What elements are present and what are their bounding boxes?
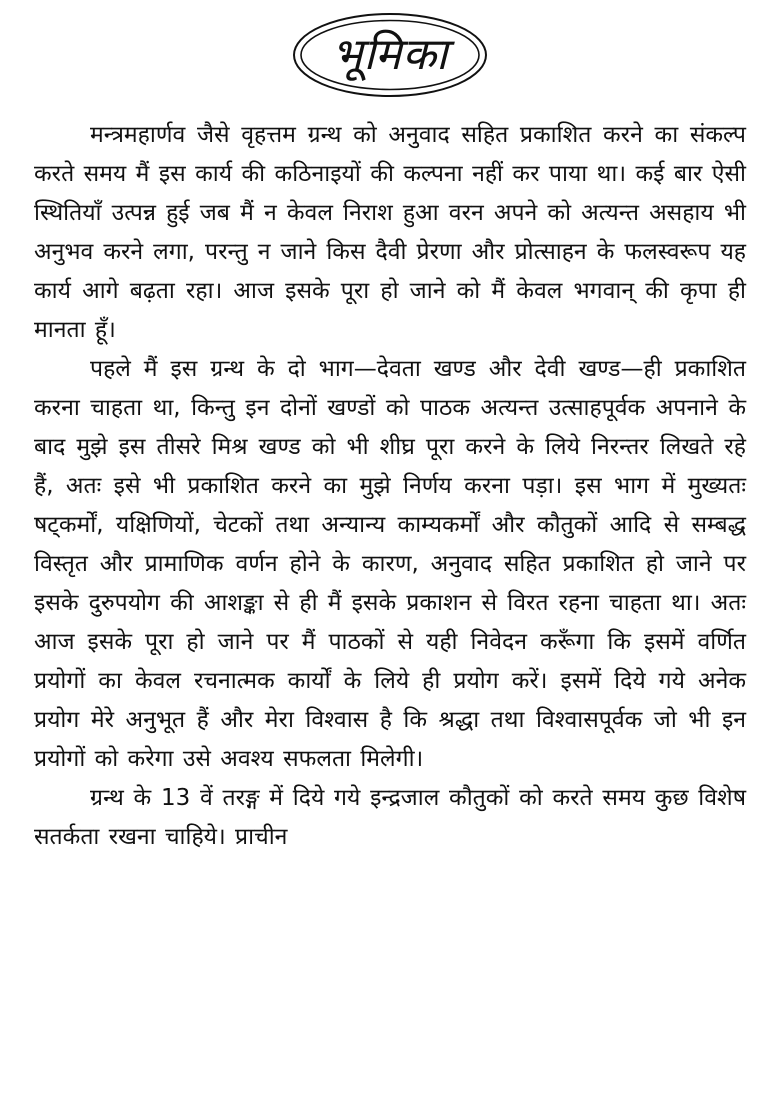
paragraph-3: ग्रन्थ के 13 वें तरङ्ग में दिये गये इन्द्रजाल कौतुकों को करते समय कुछ विशेष सतर्कता रखना चाहिये। प्राचीन (34, 785, 746, 850)
title-cartouche (290, 10, 490, 100)
paragraph-1: मन्त्रमहार्णव जैसे वृहत्तम ग्रन्थ को अनुवाद सहित प्रकाशित करने का संकल्प करते समय मैं इस कार्य की कठिनाइयों की कल्पना नहीं कर पाया था। कई बार ऐसी स्थितियाँ उत्पन्न हुई जब मैं न केवल निराश हुआ वरन अपने को अत्यन्त असहाय भी अनुभव करने लगा, परन्तु न जाने किस दैवी प्रेरणा और प्रोत्साहन के फलस्वरूप यह कार्य आगे बढ़ता रहा। आज इसके पूरा हो जाने को मैं केवल भगवान् की कृपा ही मानता हूँ। (34, 122, 746, 343)
body-text (34, 116, 746, 857)
page-title: भूमिका (331, 29, 449, 80)
paragraph-2: पहले मैं इस ग्रन्थ के दो भाग—देवता खण्ड और देवी खण्ड—ही प्रकाशित करना चाहता था, किन्तु इन दोनों खण्डों को पाठक अत्यन्त उत्साहपूर्वक अपनाने के बाद मुझे इस तीसरे मिश्र खण्ड को भी शीघ्र पूरा करने के लिये निरन्तर लिखते रहे हैं, अतः इसे भी प्रकाशित करने का मुझे निर्णय करना पड़ा। इस भाग में मुख्यतः षट्कर्मों, यक्षिणियों, चेटकों तथा अन्यान्य काम्यकर्मों और कौतुकों आदि से सम्बद्ध विस्तृत और प्रामाणिक वर्णन होने के कारण, अनुवाद सहित प्रकाशित हो जाने पर इसके दुरुपयोग की आशङ्का से ही मैं इसके प्रकाशन से विरत रहना चाहता था। अतः आज इसके पूरा हो जाने पर मैं पाठकों से यही निवेदन करूँगा कि इसमें वर्णित प्रयोगों का केवल रचनात्मक कार्यों के लिये ही प्रयोग करें। इसमें दिये गये अनेक प्रयोग मेरे अनुभूत हैं और मेरा विश्वास है कि श्रद्धा तथा विश्वासपूर्वक जो भी इन प्रयोगों को करेगा उसे अवश्य सफलता मिलेगी। (34, 356, 747, 772)
